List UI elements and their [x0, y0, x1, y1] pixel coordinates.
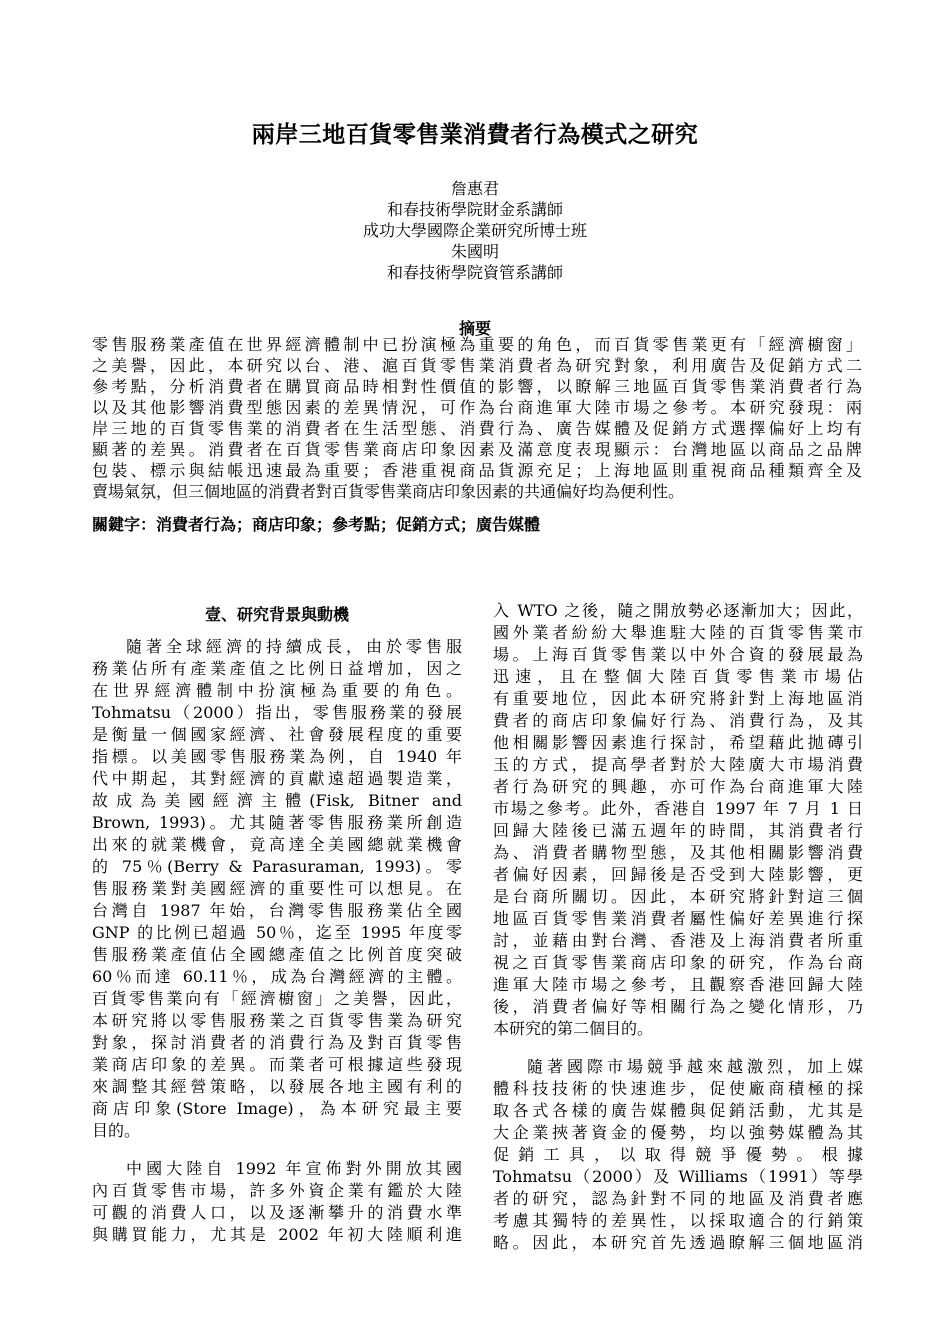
text-line: 百貨零售業向有「經濟櫥窗」之美譽，因此，: [92, 989, 462, 1008]
text-line: 是台商所關切。因此，本研究將針對這三個: [493, 887, 863, 906]
text-line: 故成為美國經濟主體(Fisk, Bitner and: [92, 791, 462, 810]
text-line: 他相關影響因素進行探討，希望藉此拋磚引: [493, 733, 863, 752]
paragraph: [92, 1158, 462, 1246]
text-line: 討，並藉由對台灣、香港及上海消費者所重: [493, 931, 863, 950]
abstract-line: 零售服務業產值在世界經濟體制中已扮演極為重要的角色，而百貨零售業更有「經濟櫥窗」: [92, 335, 862, 354]
text-line: 本研究的第二個目的。: [493, 1019, 654, 1038]
text-line: 進軍大陸市場之參考，且觀察香港回歸大陸: [493, 975, 863, 994]
text-line: 與購買能力，尤其是 2002 年初大陸順利進: [92, 1225, 462, 1244]
text-line: 中國大陸自 1992 年宣佈對外開放其國: [126, 1159, 462, 1178]
text-line: 入 WTO 之後，隨之開放勢必逐漸加大；因此，: [493, 601, 863, 620]
text-line: 來調整其經營策略，以發展各地主國有利的: [92, 1077, 462, 1096]
text-line: 玉的方式，提高學者對於大陸廣大市場消費: [493, 755, 863, 774]
paper-title: 兩岸三地百貨零售業消費者行為模式之研究: [251, 122, 699, 148]
text-line: 本研究將以零售服務業之百貨零售業為研究: [92, 1011, 462, 1030]
text-line: 代中期起，其對經濟的貢獻遠超過製造業，: [92, 769, 462, 788]
text-line: 在世界經濟體制中扮演極為重要的角色。: [92, 681, 462, 700]
text-line: 目的。: [92, 1121, 141, 1140]
text-line: 是衡量一個國家經濟、社會發展程度的重要: [92, 725, 462, 744]
text-line: 迅速，且在整個大陸百貨零售業市場佔: [493, 667, 863, 686]
text-line: Tohmatsu（2000）指出，零售服務業的發展: [92, 703, 462, 722]
text-line: 台灣自 1987 年始，台灣零售服務業佔全國: [92, 901, 462, 920]
right-column: [493, 600, 863, 1254]
author-name: 詹惠君: [450, 179, 499, 198]
section-heading: 壹、研究背景與動機: [204, 605, 349, 624]
author-affiliation: 成功大學國際企業研究所博士班: [362, 221, 587, 240]
abstract-line: 顯著的差異。消費者在百貨零售業商店印象因素及滿意度表現顯示：台灣地區以商品之品牌: [92, 440, 862, 459]
text-line: 隨著全球經濟的持續成長，由於零售服: [126, 637, 462, 656]
text-line: 商店印象(Store Image)，為本研究最主要: [92, 1099, 462, 1118]
text-line: 指標。以美國零售服務業為例，自 1940 年: [92, 747, 462, 766]
text-line: 內百貨零售市場，許多外資企業有鑑於大陸: [92, 1181, 462, 1200]
text-line: 售服務業對美國經濟的重要性可以想見。在: [92, 879, 462, 898]
text-line: 售服務業產值佔全國總產值之比例首度突破: [92, 945, 462, 964]
text-line: 者偏好因素，回歸後是否受到大陸影響，更: [493, 865, 863, 884]
author-block: [0, 178, 950, 283]
abstract-line: 之美譽，因此，本研究以台、港、滬百貨零售業消費者為研究對象，利用廣告及促銷方式二: [92, 356, 862, 375]
text-line: 回歸大陸後已滿五週年的時間，其消費者行: [493, 821, 863, 840]
text-line: 後，消費者偏好等相關行為之變化情形，乃: [493, 997, 863, 1016]
text-line: 大企業挾著資金的優勢，均以強勢媒體為其: [493, 1123, 863, 1142]
text-line: 取各式各樣的廣告媒體與促銷活動，尤其是: [493, 1101, 863, 1120]
paragraph: [493, 600, 863, 1040]
text-line: Tohmatsu（2000）及 Williams（1991）等學: [493, 1167, 863, 1186]
abstract-line: 參考點，分析消費者在購買商品時相對性價值的影響，以瞭解三地區百貨零售業消費者行為: [92, 377, 862, 396]
text-line: 考慮其獨特的差異性，以採取適合的行銷策: [493, 1211, 863, 1230]
author-affiliation: 和春技術學院資管系講師: [386, 263, 563, 282]
text-line: 地區百貨零售業消費者屬性偏好差異進行探: [493, 909, 863, 928]
author-name: 朱國明: [450, 242, 499, 261]
text-line: 國外業者紛紛大舉進駐大陸的百貨零售業市: [493, 623, 863, 642]
text-line: 體科技技術的快速進步，促使廠商積極的採: [493, 1079, 863, 1098]
text-line: 者的研究，認為針對不同的地區及消費者應: [493, 1189, 863, 1208]
abstract-line: 包裝、標示與結帳迅速最為重要；香港重視商品貨源充足；上海地區則重視商品種類齊全及: [92, 461, 862, 480]
text-line: 市場之參考。此外，香港自 1997 年 7 月 1 日: [493, 799, 863, 818]
text-line: 60％而達 60.11％，成為台灣經濟的主體。: [92, 967, 462, 986]
abstract-heading: 摘要: [458, 319, 491, 338]
abstract-line: 岸三地的百貨零售業的消費者在生活型態、消費行為、廣告媒體及促銷方式選擇偏好上均有: [92, 419, 862, 438]
text-line: 隨著國際市場競爭越來越激烈，加上媒: [527, 1057, 863, 1076]
text-line: 費者的商店印象偏好行為、消費行為，及其: [493, 711, 863, 730]
left-column: [92, 600, 462, 1246]
text-line: 略。因此，本研究首先透過瞭解三個地區消: [493, 1233, 863, 1252]
text-line: 場。上海百貨零售業以中外合資的發展最為: [493, 645, 863, 664]
text-line: 視之百貨零售業商店印象的研究，作為台商: [493, 953, 863, 972]
text-line: 為、消費者購物型態，及其他相關影響消費: [493, 843, 863, 862]
paragraph: [493, 1056, 863, 1254]
keywords: 關鍵字：消費者行為；商店印象；參考點；促銷方式；廣告媒體: [92, 515, 541, 534]
text-line: GNP 的比例已超過 50％，迄至 1995 年度零: [92, 923, 462, 942]
text-line: 出來的就業機會，竟高達全美國總就業機會: [92, 835, 462, 854]
text-line: 有重要地位，因此本研究將針對上海地區消: [493, 689, 863, 708]
abstract-line: 以及其他影響消費型態因素的差異情況，可作為台商進軍大陸市場之參考。本研究發現：兩: [92, 398, 862, 417]
author-affiliation: 和春技術學院財金系講師: [386, 200, 563, 219]
text-line: 對象，探討消費者的消費行為及對百貨零售: [92, 1033, 462, 1052]
text-line: Brown, 1993)。尤其隨著零售服務業所創造: [92, 813, 462, 832]
text-line: 可觀的消費人口，以及逐漸攀升的消費水準: [92, 1203, 462, 1222]
abstract-body: [92, 334, 862, 502]
text-line: 的 75％(Berry & Parasuraman, 1993)。零: [92, 857, 462, 876]
paragraph: [92, 636, 462, 1142]
abstract-line: 賣場氣氛，但三個地區的消費者對百貨零售業商店印象因素的共通偏好均為便利性。: [92, 482, 685, 501]
text-line: 業商店印象的差異。而業者可根據這些發現: [92, 1055, 462, 1074]
text-line: 務業佔所有產業產值之比例日益增加，因之: [92, 659, 462, 678]
text-line: 促銷工具，以取得競爭優勢。根據: [493, 1145, 863, 1164]
text-line: 者行為研究的興趣，亦可作為台商進軍大陸: [493, 777, 863, 796]
